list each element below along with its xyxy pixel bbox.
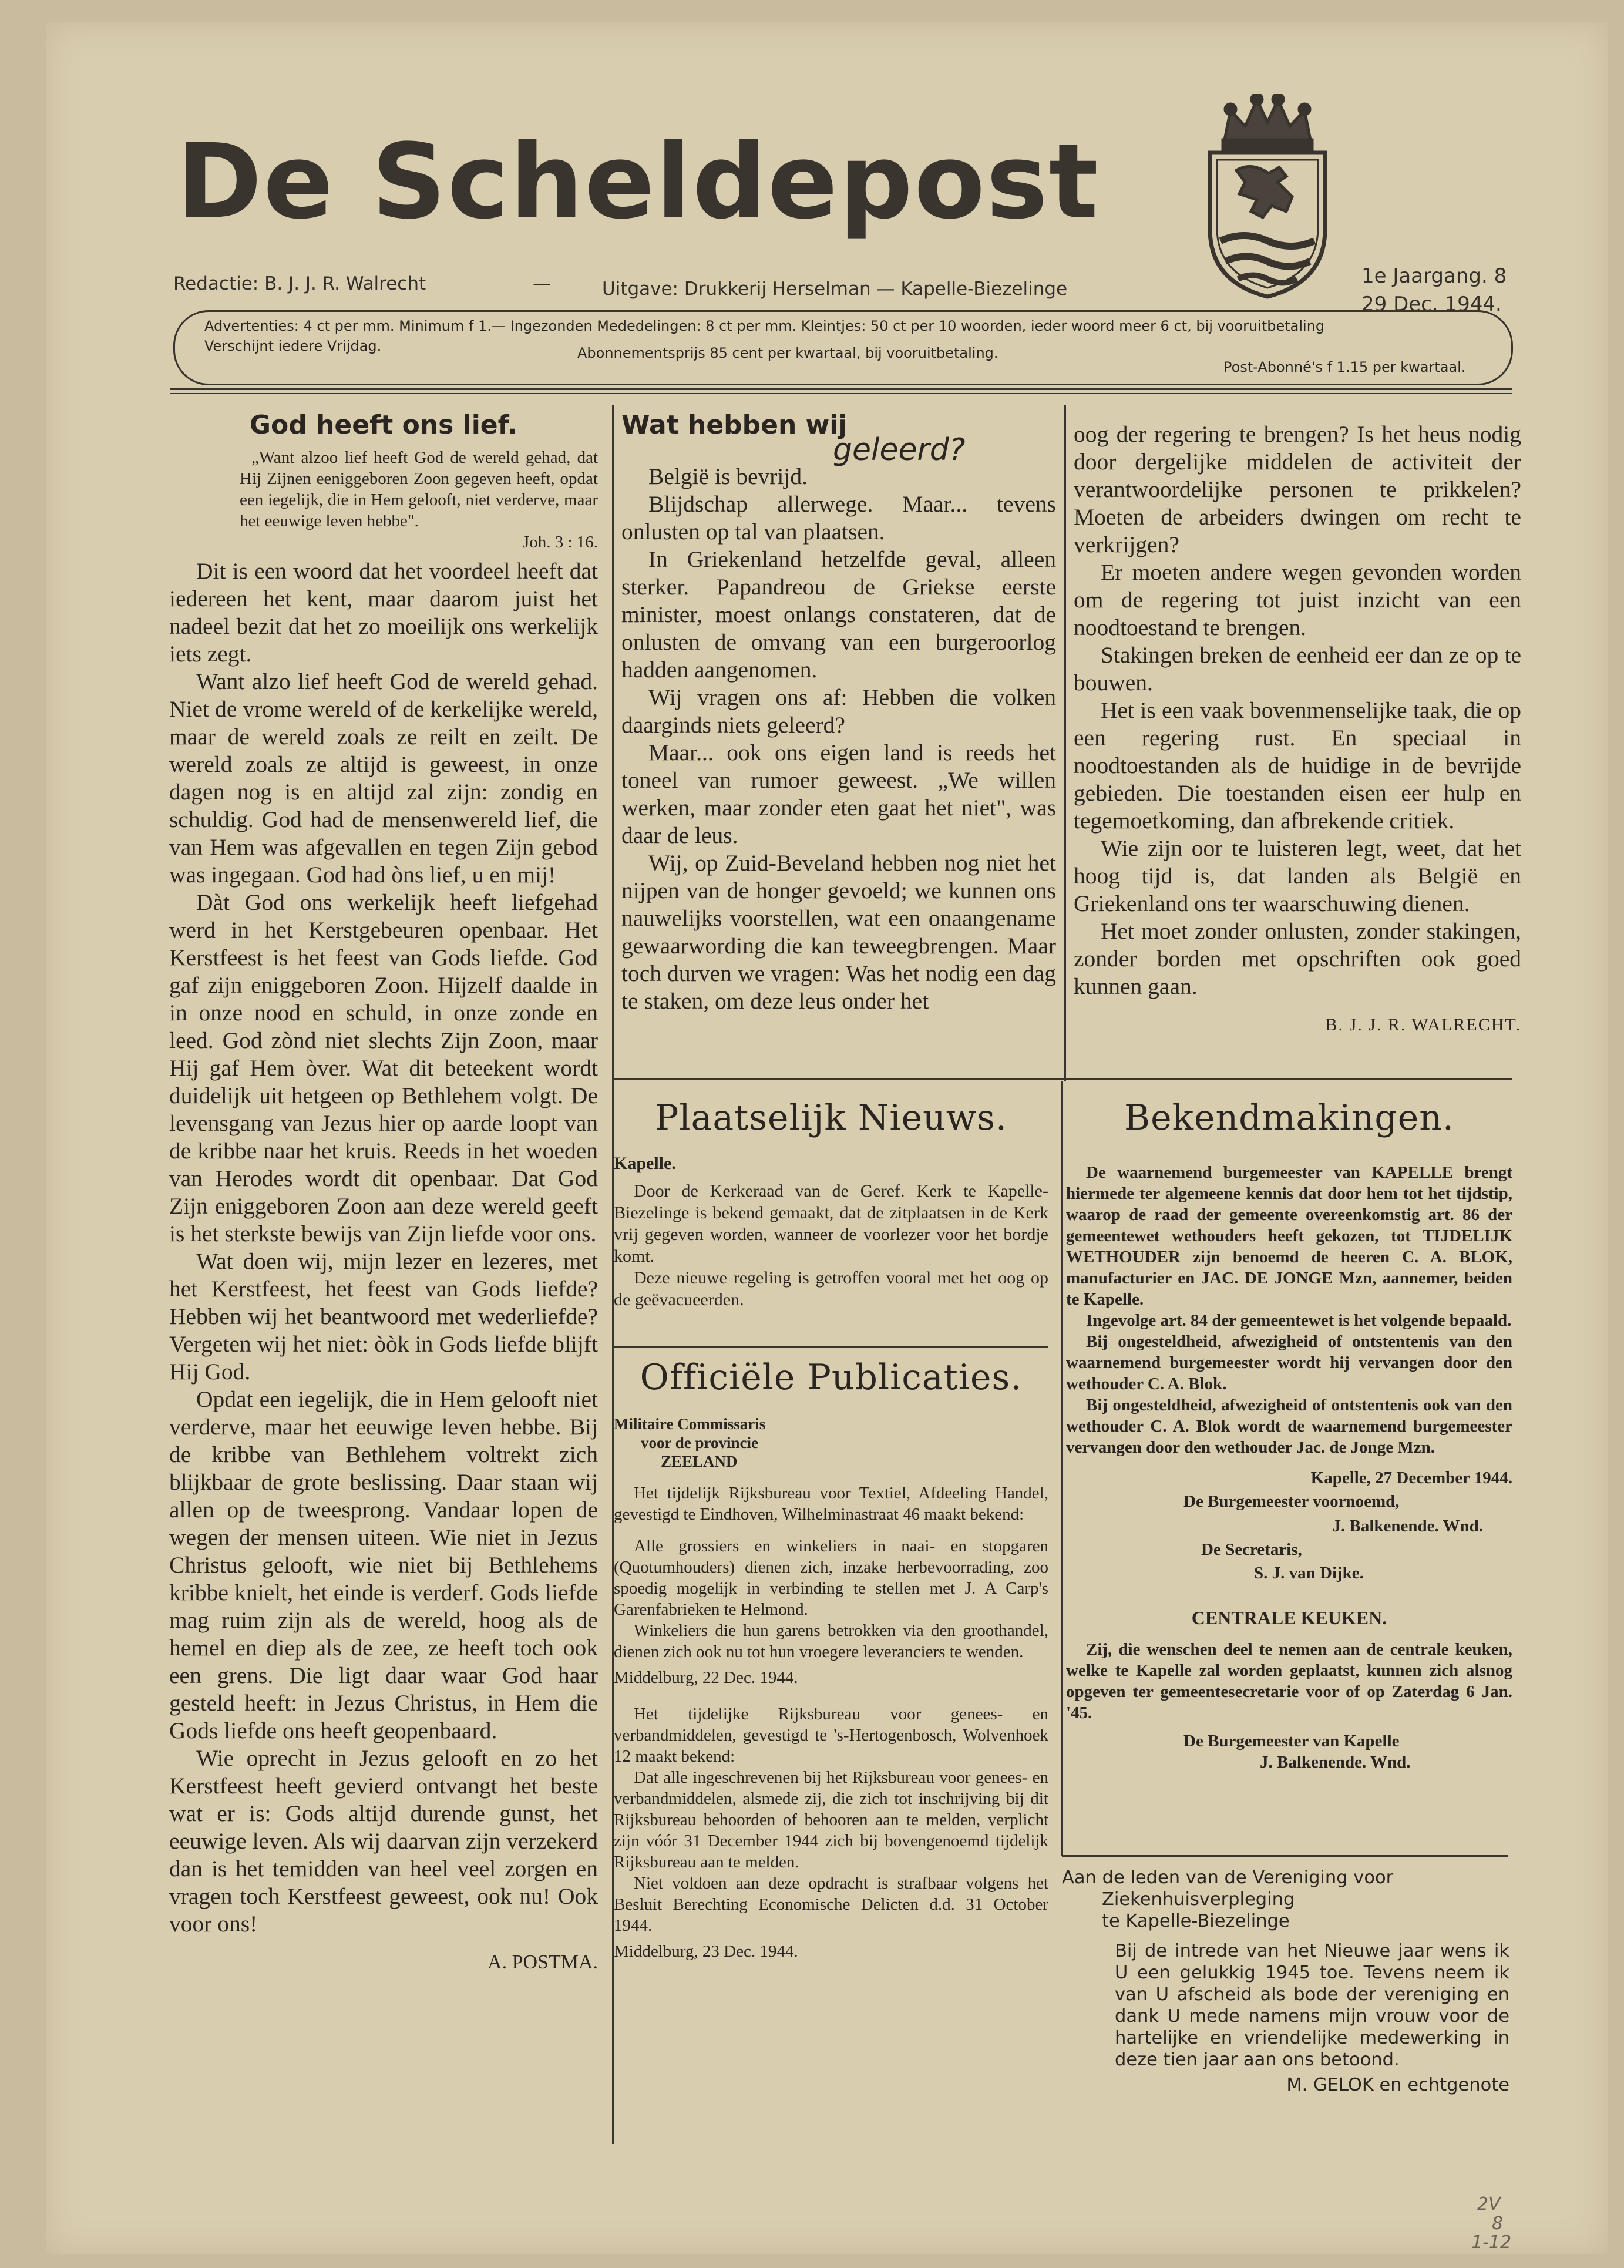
paragraph: Bij ongesteldheid, afwezigheid of ontstentenis van den waarnemend burgemeester wordt hij vervangen door den wethouder C. A. Blok. xyxy=(1066,1332,1512,1393)
paragraph: Wij vragen ons af: Hebben die volken daarginds niets geleerd? xyxy=(621,684,1056,738)
signature-title: De Burgemeester van Kapelle xyxy=(1183,1732,1400,1750)
announcements-section xyxy=(1066,1097,1512,1773)
paragraph: Het tijdelijke Rijksbureau voor genees- en verbandmiddelen, gevestigd te 's-Hertogenbosch, Wolvenhoek 12 maakt bekend: xyxy=(614,1705,1048,1766)
authority-line: voor de provincie xyxy=(641,1434,758,1451)
article-heading: God heeft ons lief. xyxy=(249,410,518,440)
subscription-line: Abonnementsprijs 85 cent per kwartaal, bij vooruitbetaling. xyxy=(577,345,998,361)
article-god-heeft-ons-lief xyxy=(169,411,598,1976)
paragraph: België is bevrijd. xyxy=(648,463,808,489)
paragraph: Wij, op Zuid-Beveland hebben nog niet het nijpen van de honger gevoeld; we kunnen ons nauwelijks voorstellen, wat een onaangename gewaarwording die kan teweegbrengen. Maar toch durven we vragen: Was het nodig een dag te staken, om deze leus onder het xyxy=(621,850,1056,1014)
paragraph: Dit is een woord dat het voordeel heeft dat iedereen het kent, maar daarom juist het nadeel bezit dat het zo moeilijk ons werkelijk iets zegt. xyxy=(169,558,598,667)
issue-date: 29 Dec. 1944. xyxy=(1361,293,1502,316)
editor-line: Redactie: B. J. J. R. Walrecht xyxy=(173,273,426,294)
place-heading: Kapelle. xyxy=(614,1154,676,1173)
author-signature: A. POSTMA. xyxy=(487,1951,598,1973)
masthead-dash: — xyxy=(533,273,551,294)
article-wat-hebben-wij-geleerd xyxy=(621,411,1056,1015)
paragraph: Winkeliers die hun garens betrokken via den groothandel, dienen zich ook nu tot hun vroegere leveranciers te wenden. xyxy=(614,1621,1048,1661)
paragraph: Wie zijn oor te luisteren legt, weet, dat het hoog tijd is, dat landen als België en Griekenland ons ter waarschuwing dienen. xyxy=(1074,835,1521,916)
paragraph: Maar... ook ons eigen land is reeds het toneel van rumoer geweest. „We willen werken, maar zonder eten gaat het niet", was daar de leus. xyxy=(621,740,1056,848)
place-date: Kapelle, 27 December 1944. xyxy=(1310,1469,1512,1487)
paragraph: Dat alle ingeschrevenen bij het Rijksbureau voor genees- en verbandmiddelen, alsmede zij, die zich tot inschrijving bij dit Rijksbureau behoorden of behooren aan te melden, verplicht zijn vóór 31 December 1944 zich bij bovengenoemd tijdelijk Rijksbureau aan te melden. xyxy=(614,1768,1048,1871)
signature-name: J. Balkenende. Wnd. xyxy=(1332,1517,1483,1535)
bible-quote: „Want alzoo lief heeft God de wereld gehad, dat Hij Zijnen eeniggeboren Zoon gegeven heeft, opdat een iegelijk, die in Hem gelooft, niet verderve, maar het eeuwige leven hebbe". xyxy=(240,448,598,530)
paragraph: Het is een vaak bovenmenselijke taak, die op een regering rust. En speciaal in noodtoestanden als de huidige in de bevrijde gebieden. Die toestanden eisen eer hulp en tegemoetkoming, dan afbrekende critiek. xyxy=(1074,697,1521,834)
signature-name: J. Balkenende. Wnd. xyxy=(1260,1753,1411,1772)
paragraph: Wat doen wij, mijn lezer en lezeres, met het Kerstfeest, het feest van Gods liefde? Hebben wij het beantwoord met wederliefde? Vergeten wij het niet: òòk in Gods liefde blijft Hij God. xyxy=(169,1248,598,1385)
dateline: Middelburg, 22 Dec. 1944. xyxy=(614,1668,798,1687)
notice-signature: M. GELOK en echtgenote xyxy=(1286,2075,1509,2095)
paragraph: Blijdschap allerwege. Maar... tevens onlusten op tal van plaatsen. xyxy=(621,491,1056,545)
pencil-note: 8 xyxy=(1492,2213,1504,2234)
local-news-section xyxy=(614,1097,1048,1311)
paragraph: Er moeten andere wegen gevonden worden om de regering tot juist inzicht van een noodtoestand te brengen. xyxy=(1074,559,1521,640)
masthead-rule xyxy=(170,388,1512,390)
section-heading: Officiële Publicaties. xyxy=(640,1357,1023,1398)
signature-name: S. J. van Dijke. xyxy=(1254,1564,1364,1582)
paragraph: De waarnemend burgemeester van KAPELLE brengt hiermede ter algemeene kennis dat door hem tot het tijdstip, waarop de raad der gemeente overeenkomstig art. 86 der gemeentewet wethouders heeft gekozen, tot TIJDELIJK WETHOUDER zijn benoemd de heeren C. A. BLOK, manufacturier en JAC. DE JONGE Mzn, aannemer, beiden te Kapelle. xyxy=(1066,1163,1512,1309)
ad-rates-line: Advertenties: 4 ct per mm. Minimum f 1.— Ingezonden Mededelingen: 8 ct per mm. Kleintjes: 50 ct per 10 woorden, ieder woord meer 6 ct, bij vooruitbetaling xyxy=(204,318,1325,334)
pencil-note: 2V xyxy=(1477,2194,1501,2215)
publisher-line: Uitgave: Drukkerij Herselman — Kapelle-Biezelinge xyxy=(602,278,1068,300)
notice-heading: te Kapelle-Biezelinge xyxy=(1102,1911,1290,1931)
coat-of-arms-icon xyxy=(1204,94,1331,301)
bible-reference: Joh. 3 : 16. xyxy=(522,533,598,552)
volume-number: 1e Jaargang. 8 xyxy=(1361,264,1507,288)
advertising-rates-box xyxy=(173,310,1513,385)
signature-title: De Burgemeester voornoemd, xyxy=(1183,1492,1400,1511)
authority-line: ZEELAND xyxy=(661,1453,738,1470)
column-divider-3 xyxy=(1061,1081,1063,1856)
paragraph: Dàt God ons werkelijk heeft liefgehad werd in het Kerstgebeuren openbaar. Het Kerstfeest is het feest van Gods liefde. God gaf zijn eniggeboren Zoon. Hijzelf daalde in in onze nood en schuld, in onze zonde en leed. God zònd niet slechts Zijn Zoon, maar Hij gaf Hem òver. Wat dit beteekent wordt duidelijk uit hetgeen op Bethlehem volgt. De levensgang van Jezus hier op aarde loopt van de kribbe naar het kruis. Reeds in het woeden van Herodes wordt dit openbaar. Dat God Zijn eniggeboren Zoon aan deze wereld geeft is het sterkste bewijs van Zijn liefde voor ons. xyxy=(169,889,598,1246)
paragraph: Bij de intrede van het Nieuwe jaar wens ik U een gelukkig 1945 toe. Tevens neem ik van U afscheid als bode der vereniging en dank U mede namens mijn vrouw voor de hartelijke en vriendelijke medewerking in deze tien jaar aan ons betoond. xyxy=(1115,1941,1509,2070)
section-rule-2 xyxy=(613,1346,1048,1348)
section-heading: Bekendmakingen. xyxy=(1124,1097,1454,1138)
authority-line: Militaire Commissaris xyxy=(614,1415,766,1433)
association-notice xyxy=(1062,1867,1509,2096)
paragraph: Niet voldoen aan deze opdracht is strafbaar volgens het Besluit Berechting Economische Delicten d.d. 31 October 1944. xyxy=(614,1874,1048,1935)
dateline: Middelburg, 23 Dec. 1944. xyxy=(614,1942,798,1961)
section-heading: Plaatselijk Nieuws. xyxy=(655,1097,1007,1138)
newspaper-title: De Scheldepost xyxy=(176,122,1100,242)
paragraph: Alle grossiers en winkeliers in naai- en stopgaren (Quotumhouders) dienen zich, inzake herbevoorrading, zoo spoedig mogelijk in verbinding te stellen met J. A Carp's Garenfabrieken te Helmond. xyxy=(614,1537,1048,1619)
paragraph: oog der regering te brengen? Is het heus nodig door dergelijke middelen de activiteit der verantwoordelijke personen te prikkelen? Moeten de arbeiders dwingen om recht te verkrijgen? xyxy=(1074,421,1521,557)
pencil-note: 1-12 xyxy=(1471,2232,1512,2253)
notice-heading: Ziekenhuisverpleging xyxy=(1102,1889,1295,1910)
section-rule-3 xyxy=(1062,1855,1508,1857)
paragraph: Opdat een iegelijk, die in Hem gelooft niet verderve, maar het eeuwige leven hebbe. Bij de kribbe van Bethlehem voltrekt zich blijkbaar de grote beslissing. Daar staan wij allen op de tweesprong. Vandaar lopen de wegen der mensen uiteen. Wie niet in Jezus Christus gelooft, wie niet bij Bethlehems kribbe knielt, het einde is verderf. Gods liefde mag ruim zijn als de wereld, hoog als de hemel en diep als de zee, ze heeft toch ook een grens. Die ligt daar waar God haar gesteld heeft: in Jezus Christus, in Hem die Gods liefde ons heeft geopenbaard. xyxy=(169,1386,598,1743)
paragraph: Bij ongesteldheid, afwezigheid of ontstentenis ook van den wethouder C. A. Blok wordt de waarnemend burgemeester vervangen door den wethouder Jac. de Jonge Mzn. xyxy=(1066,1396,1512,1457)
paragraph: Stakingen breken de eenheid eer dan ze op te bouwen. xyxy=(1074,642,1521,695)
paragraph: Door de Kerkeraad van de Geref. Kerk te Kapelle-Biezelinge is bekend gemaakt, dat de zitplaatsen in de Kerk vrij gegeven worden, wanneer de voorlezer voor het bordje komt. xyxy=(614,1181,1048,1266)
section-rule xyxy=(613,1078,1512,1080)
paragraph: Het tijdelijk Rijksbureau voor Textiel, Afdeeling Handel, gevestigd te Eindhoven, Wilhelminastraat 46 maakt bekend: xyxy=(614,1484,1048,1524)
column-divider-2 xyxy=(1064,405,1066,1081)
masthead-rule-thin xyxy=(170,393,1512,394)
frequency-line: Verschijnt iedere Vrijdag. xyxy=(204,338,382,354)
signature-title: De Secretaris, xyxy=(1201,1540,1302,1559)
official-publications-section xyxy=(614,1357,1048,1962)
paragraph: Zij, die wenschen deel te nemen aan de centrale keuken, welke te Kapelle zal worden geplaatst, kunnen zich alsnog opgeven ter gemeentesecretarie voor of op Zaterdag 6 Jan. '45. xyxy=(1066,1640,1512,1722)
article-continuation xyxy=(1074,421,1521,1039)
article-heading: Wat hebben wij xyxy=(621,410,848,440)
paragraph: Wie oprecht in Jezus gelooft en zo het Kerstfeest heeft gevierd ontvangt het beste wat er is: Gods altijd durende gunst, het eeuwige leven. Als wij daarvan zijn verzekerd dan is het temidden van heel veel zorgen en vragen toch Kerstfeest geweest, ook nu! Ook voor ons! xyxy=(169,1745,598,1937)
paragraph: In Griekenland hetzelfde geval, alleen sterker. Papandreou de Griekse eerste minister, moest onlangs constateren, dat de onlusten de omvang van een burgeroorlog hadden aangenomen. xyxy=(621,546,1056,683)
paragraph: Deze nieuwe regeling is getroffen vooral met het oog op de geëvacueerden. xyxy=(614,1268,1048,1309)
paragraph: Want alzo lief heeft God de wereld gehad. Niet de vrome wereld of de kerkelijke wereld, maar de wereld zoals ze reilt en zeilt. De wereld zoals ze altijd is geweest, in onze dagen nog is en altijd zal zijn: zondig en schuldig. God had de mensenwereld lief, die van Hem was afgevallen en tegen Zijn gebod was ingegaan. God had òns lief, u en mij! xyxy=(169,668,598,888)
handwritten-heading: geleerd? xyxy=(833,432,966,468)
author-signature: B. J. J. R. WALRECHT. xyxy=(1325,1015,1521,1034)
postal-subscription-line: Post-Abonné's f 1.15 per kwartaal. xyxy=(1223,359,1466,375)
paragraph: Het moet zonder onlusten, zonder stakingen, zonder borden met opschriften ook goed kunnen gaan. xyxy=(1074,918,1521,999)
kitchen-heading: CENTRALE KEUKEN. xyxy=(1191,1607,1387,1628)
notice-heading: Aan de leden van de Vereniging voor xyxy=(1062,1867,1394,1888)
paragraph: Ingevolge art. 84 der gemeentewet is het volgende bepaald. xyxy=(1086,1311,1512,1330)
